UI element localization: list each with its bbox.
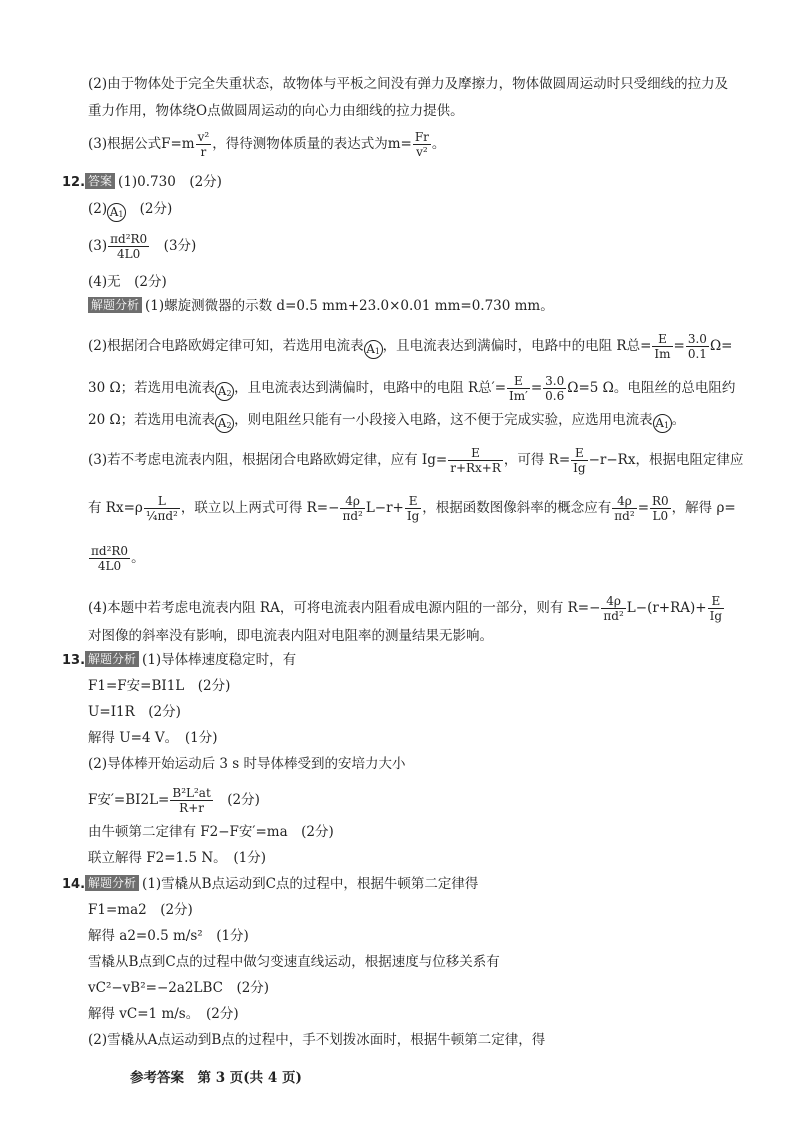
text-line: 解得 a2=0.5 m/s² (1分)	[88, 928, 249, 944]
text-line: 由牛顿第二定律有 F2−F安′=ma (2分)	[88, 824, 334, 840]
fraction: $\frac{\text{πd²R0}}{4L0}$	[110, 232, 148, 261]
formula-line: 有 Rx=ρ $\frac{L}{\text{¼πd²}}$ ，联立以上两式可得 R=− $\frac{4\rho}{\text{πd²}}$ L−r+ $\frac{E}{Ig}$ ，根据函数图像斜率的概念应有 $\frac{4\rho}{\text{πd²}}$ = $\frac{R0}{L0}$ ，解得 ρ=	[88, 494, 736, 523]
fraction: $\frac{E}{Ig}$	[406, 494, 420, 523]
text-line: (2)由于物体处于完全失重状态，故物体与平板之间没有弹力及摩擦力，物体做圆周运动时只受细线的拉力及	[88, 76, 729, 92]
ammeter-a1-icon: $A_1$	[364, 340, 383, 359]
formula-line: (3)根据公式F=m $\frac{\text{v²}}{r}$ ，得待测物体质量的表达式为m= $\frac{Fr}{\text{v²}}$ 。	[88, 130, 446, 159]
question-13-header: 13. 解题分析 (1)导体棒速度稳定时，有	[62, 652, 297, 668]
text-line: 对图像的斜率没有影响，即电流表内阻对电阻率的测量结果无影响。	[88, 628, 493, 644]
fraction: $\frac{3.0}{0.6}$	[545, 374, 565, 403]
text-line: 20 Ω；若选用电流表 $A_2$ ，则电阻丝只能有一小段接入电路，这不便于完成实验，应选用电流表 $A_1$ 。	[88, 410, 685, 433]
text-line: 联立解得 F2=1.5 N。 (1分)	[88, 850, 267, 866]
text-line: 雪橇从B点到C点的过程中做匀变速直线运动，根据速度与位移关系有	[88, 954, 500, 970]
fraction: $\frac{L}{\text{¼πd²}}$	[145, 494, 178, 523]
fraction: $\frac{3.0}{0.1}$	[687, 332, 707, 361]
ammeter-a2-icon: $A_2$	[215, 414, 234, 433]
question-14-header: 14. 解题分析 (1)雪橇从B点运动到C点的过程中，根据牛顿第二定律得	[62, 876, 479, 892]
fraction: $\frac{E}{Im}$	[654, 332, 671, 361]
text-line: 解得 vC=1 m/s。 (2分)	[88, 1006, 239, 1022]
fraction: $\frac{4\rho}{\text{πd²}}$	[614, 494, 635, 523]
formula-line: (3) $\frac{\text{πd²R0}}{4L0}$ (3分)	[88, 232, 197, 261]
formula-line: 30 Ω；若选用电流表 $A_2$ ，且电流表达到满偏时，电路中的电阻 R总′= $\frac{E}{Im'}$ = $\frac{3.0}{0.6}$ Ω=5 Ω。电阻丝的总电阻约	[88, 374, 736, 403]
text-line: 重力作用，物体绕O点做圆周运动的向心力由细线的拉力提供。	[88, 103, 464, 119]
fraction: $\frac{4\rho}{\text{πd²}}$	[603, 594, 624, 623]
ammeter-a1-icon: $A_1$	[653, 414, 672, 433]
text-line: (2) $A_1$ (2分)	[88, 199, 172, 222]
analysis-line: 解题分析 (1)螺旋测微器的示数 d=0.5 mm+23.0×0.01 mm=0.730 mm。	[88, 296, 554, 316]
formula-line: (2)根据闭合电路欧姆定律可知，若选用电流表 $A_1$ ，且电流表达到满偏时，电路中的电阻 R总= $\frac{E}{Im}$ = $\frac{3.0}{0.1}$ Ω=	[88, 332, 733, 361]
fraction: $\frac{\text{B²L²at}}{R+r}$	[172, 786, 211, 815]
fraction: $\frac{4\rho}{\text{πd²}}$	[342, 494, 363, 523]
text-line: vC²−vB²=−2a2LBC (2分)	[88, 980, 270, 996]
formula-line: F安′=BI2L= $\frac{\text{B²L²at}}{R+r}$ (2分)	[88, 786, 260, 815]
text-line: (2)雪橇从A点运动到B点的过程中，手不划拨冰面时，根据牛顿第二定律，得	[88, 1032, 546, 1048]
fraction: $\frac{\text{πd²R0}}{4L0}$	[91, 544, 129, 573]
question-12-header: 12. 答案 (1)0.730 (2分)	[62, 174, 222, 190]
fraction: $\frac{R0}{L0}$	[652, 494, 669, 523]
formula-line: (4)本题中若考虑电流表内阻 RA，可将电流表内阻看成电源内阻的一部分，则有 R=− $\frac{4\rho}{\text{πd²}}$ L−(r+RA)+ $\frac{E}{Ig}$	[88, 594, 723, 623]
analysis-tag: 解题分析	[88, 297, 142, 313]
fraction: $\frac{E}{r+Rx+R}$	[450, 446, 501, 475]
analysis-tag: 解题分析	[85, 875, 139, 891]
fraction: $\frac{E}{Ig}$	[573, 446, 586, 475]
text-line: F1=F安=BI1L (2分)	[88, 678, 231, 694]
text-line: U=I1R (2分)	[88, 704, 181, 720]
ammeter-a1-icon: $A_1$	[107, 203, 126, 222]
text-line: (4)无 (2分)	[88, 274, 167, 290]
ammeter-a2-icon: $A_2$	[215, 382, 234, 401]
fraction: $\frac{E}{Ig}$	[709, 594, 723, 623]
answer-tag: 答案	[85, 173, 115, 189]
formula-line: (3)若不考虑电流表内阻，根据闭合电路欧姆定律，应有 Ig= $\frac{E}{r+Rx+R}$ ，可得 R= $\frac{E}{Ig}$ −r−Rx，根据电阻定律应	[88, 446, 744, 475]
formula-line: $\frac{\text{πd²R0}}{4L0}$ 。	[91, 544, 145, 573]
text-line: 解得 U=4 V。 (1分)	[88, 730, 218, 746]
text-line: F1=ma2 (2分)	[88, 902, 193, 918]
page-footer: 参考答案 第 3 页(共 4 页)	[130, 1070, 302, 1086]
text-line: (2)导体棒开始运动后 3 s 时导体棒受到的安培力大小	[88, 756, 406, 772]
fraction: $\frac{Fr}{\text{v²}}$	[414, 130, 429, 159]
fraction: $\frac{E}{Im'}$	[509, 374, 528, 403]
fraction: $\frac{\text{v²}}{r}$	[197, 130, 210, 159]
analysis-tag: 解题分析	[85, 651, 139, 667]
